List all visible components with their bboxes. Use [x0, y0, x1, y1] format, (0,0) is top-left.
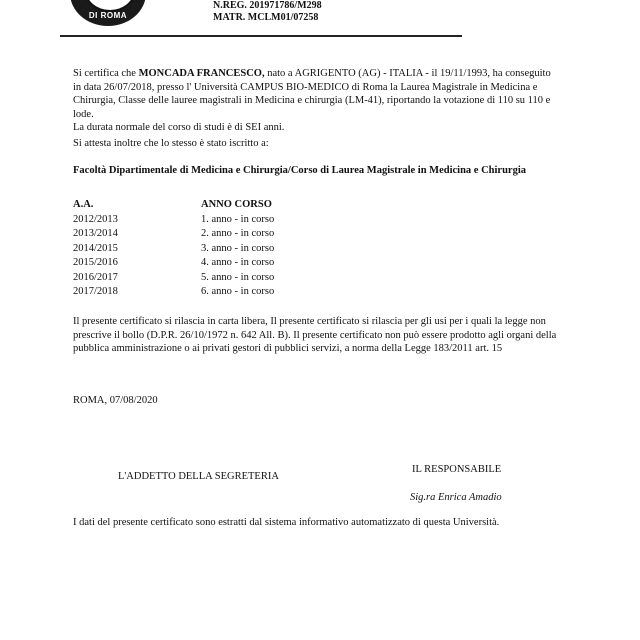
course-year: 6. anno - in corso: [201, 286, 275, 297]
matricola-number: MATR. MCLM01/07258: [213, 12, 319, 23]
course-year: 2. anno - in corso: [201, 228, 275, 239]
intro-line-4: lode.: [73, 108, 94, 120]
registration-number: N.REG. 201971786/M298: [213, 0, 322, 11]
course-year: 4. anno - in corso: [201, 257, 275, 268]
table-row: [73, 285, 401, 300]
intro-prefix: Si certifica che: [73, 68, 139, 79]
academic-year: 2016/2017: [73, 271, 118, 283]
place-date: ROMA, 07/08/2020: [73, 395, 158, 406]
academic-year: 2013/2014: [73, 228, 118, 239]
table-header: [73, 198, 401, 213]
enrollment-table: [73, 198, 401, 300]
header-course-year: ANNO CORSO: [201, 199, 272, 210]
logo-text: DI ROMA: [88, 11, 128, 20]
legal-line-1: Il presente certificato si rilascia in carta libera, Il presente certificato si rilascia per gli usi per i quali la legge non: [73, 316, 546, 327]
duration-text: La durata normale del corso di studi è di SEI anni.: [73, 122, 285, 133]
legal-line-3: pubblica amministrazione o ai privati gestori di pubblici servizi, a norma della Legge 183/2011 art. 15: [73, 343, 503, 354]
course-year: 1. anno - in corso: [201, 213, 275, 225]
legal-line-2: prescrive il bollo (D.P.R. 26/10/1972 n. 642 All. B). Il presente certificato non può essere prodotto agli organi della: [73, 329, 557, 341]
table-row: [73, 242, 401, 257]
academic-year: 2014/2015: [73, 242, 118, 254]
course-year: 3. anno - in corso: [201, 242, 275, 254]
attests-text: Si attesta inoltre che lo stesso è stato iscritto a:: [73, 138, 269, 149]
responsible-name: Sig.ra Enrica Amadio: [410, 492, 502, 503]
intro-rest: nato a AGRIGENTO (AG) - ITALIA - il 19/11/1993, ha conseguito: [264, 68, 551, 79]
certification-paragraph: [73, 67, 573, 135]
intro-line-3: Chirurgia, Classe delle lauree magistrali in Medicina e chirurgia (LM-41), riportando la votazione di 110 su 110 e: [73, 95, 551, 106]
footer-note: I dati del presente certificato sono estratti dal sistema informativo automatizzato di questa Università.: [73, 517, 500, 528]
university-logo: [70, 0, 146, 26]
responsible-signature-title: IL RESPONSABILE: [412, 464, 502, 475]
table-row: [73, 227, 401, 242]
legal-notice: [73, 315, 613, 356]
registration-block: [213, 0, 322, 24]
student-name: MONCADA FRANCESCO,: [138, 68, 265, 79]
academic-year: 2017/2018: [73, 286, 118, 297]
secretary-signature-title: L'ADDETTO DELLA SEGRETERIA: [118, 471, 279, 482]
table-row: [73, 213, 401, 228]
academic-year: 2012/2013: [73, 213, 118, 225]
table-row: [73, 271, 401, 286]
header-academic-year: A.A.: [73, 199, 94, 210]
academic-year: 2015/2016: [73, 257, 118, 268]
intro-line-2: in data 26/07/2018, presso l' Università CAMPUS BIO-MEDICO di Roma la Laurea Magistrale in Medicina e: [73, 81, 538, 93]
table-row: [73, 256, 401, 271]
faculty-name: Facoltà Dipartimentale di Medicina e Chirurgia/Corso di Laurea Magistrale in Medicina e Chirurgia: [73, 165, 527, 176]
header-divider: [60, 35, 462, 37]
course-year: 5. anno - in corso: [201, 271, 275, 283]
